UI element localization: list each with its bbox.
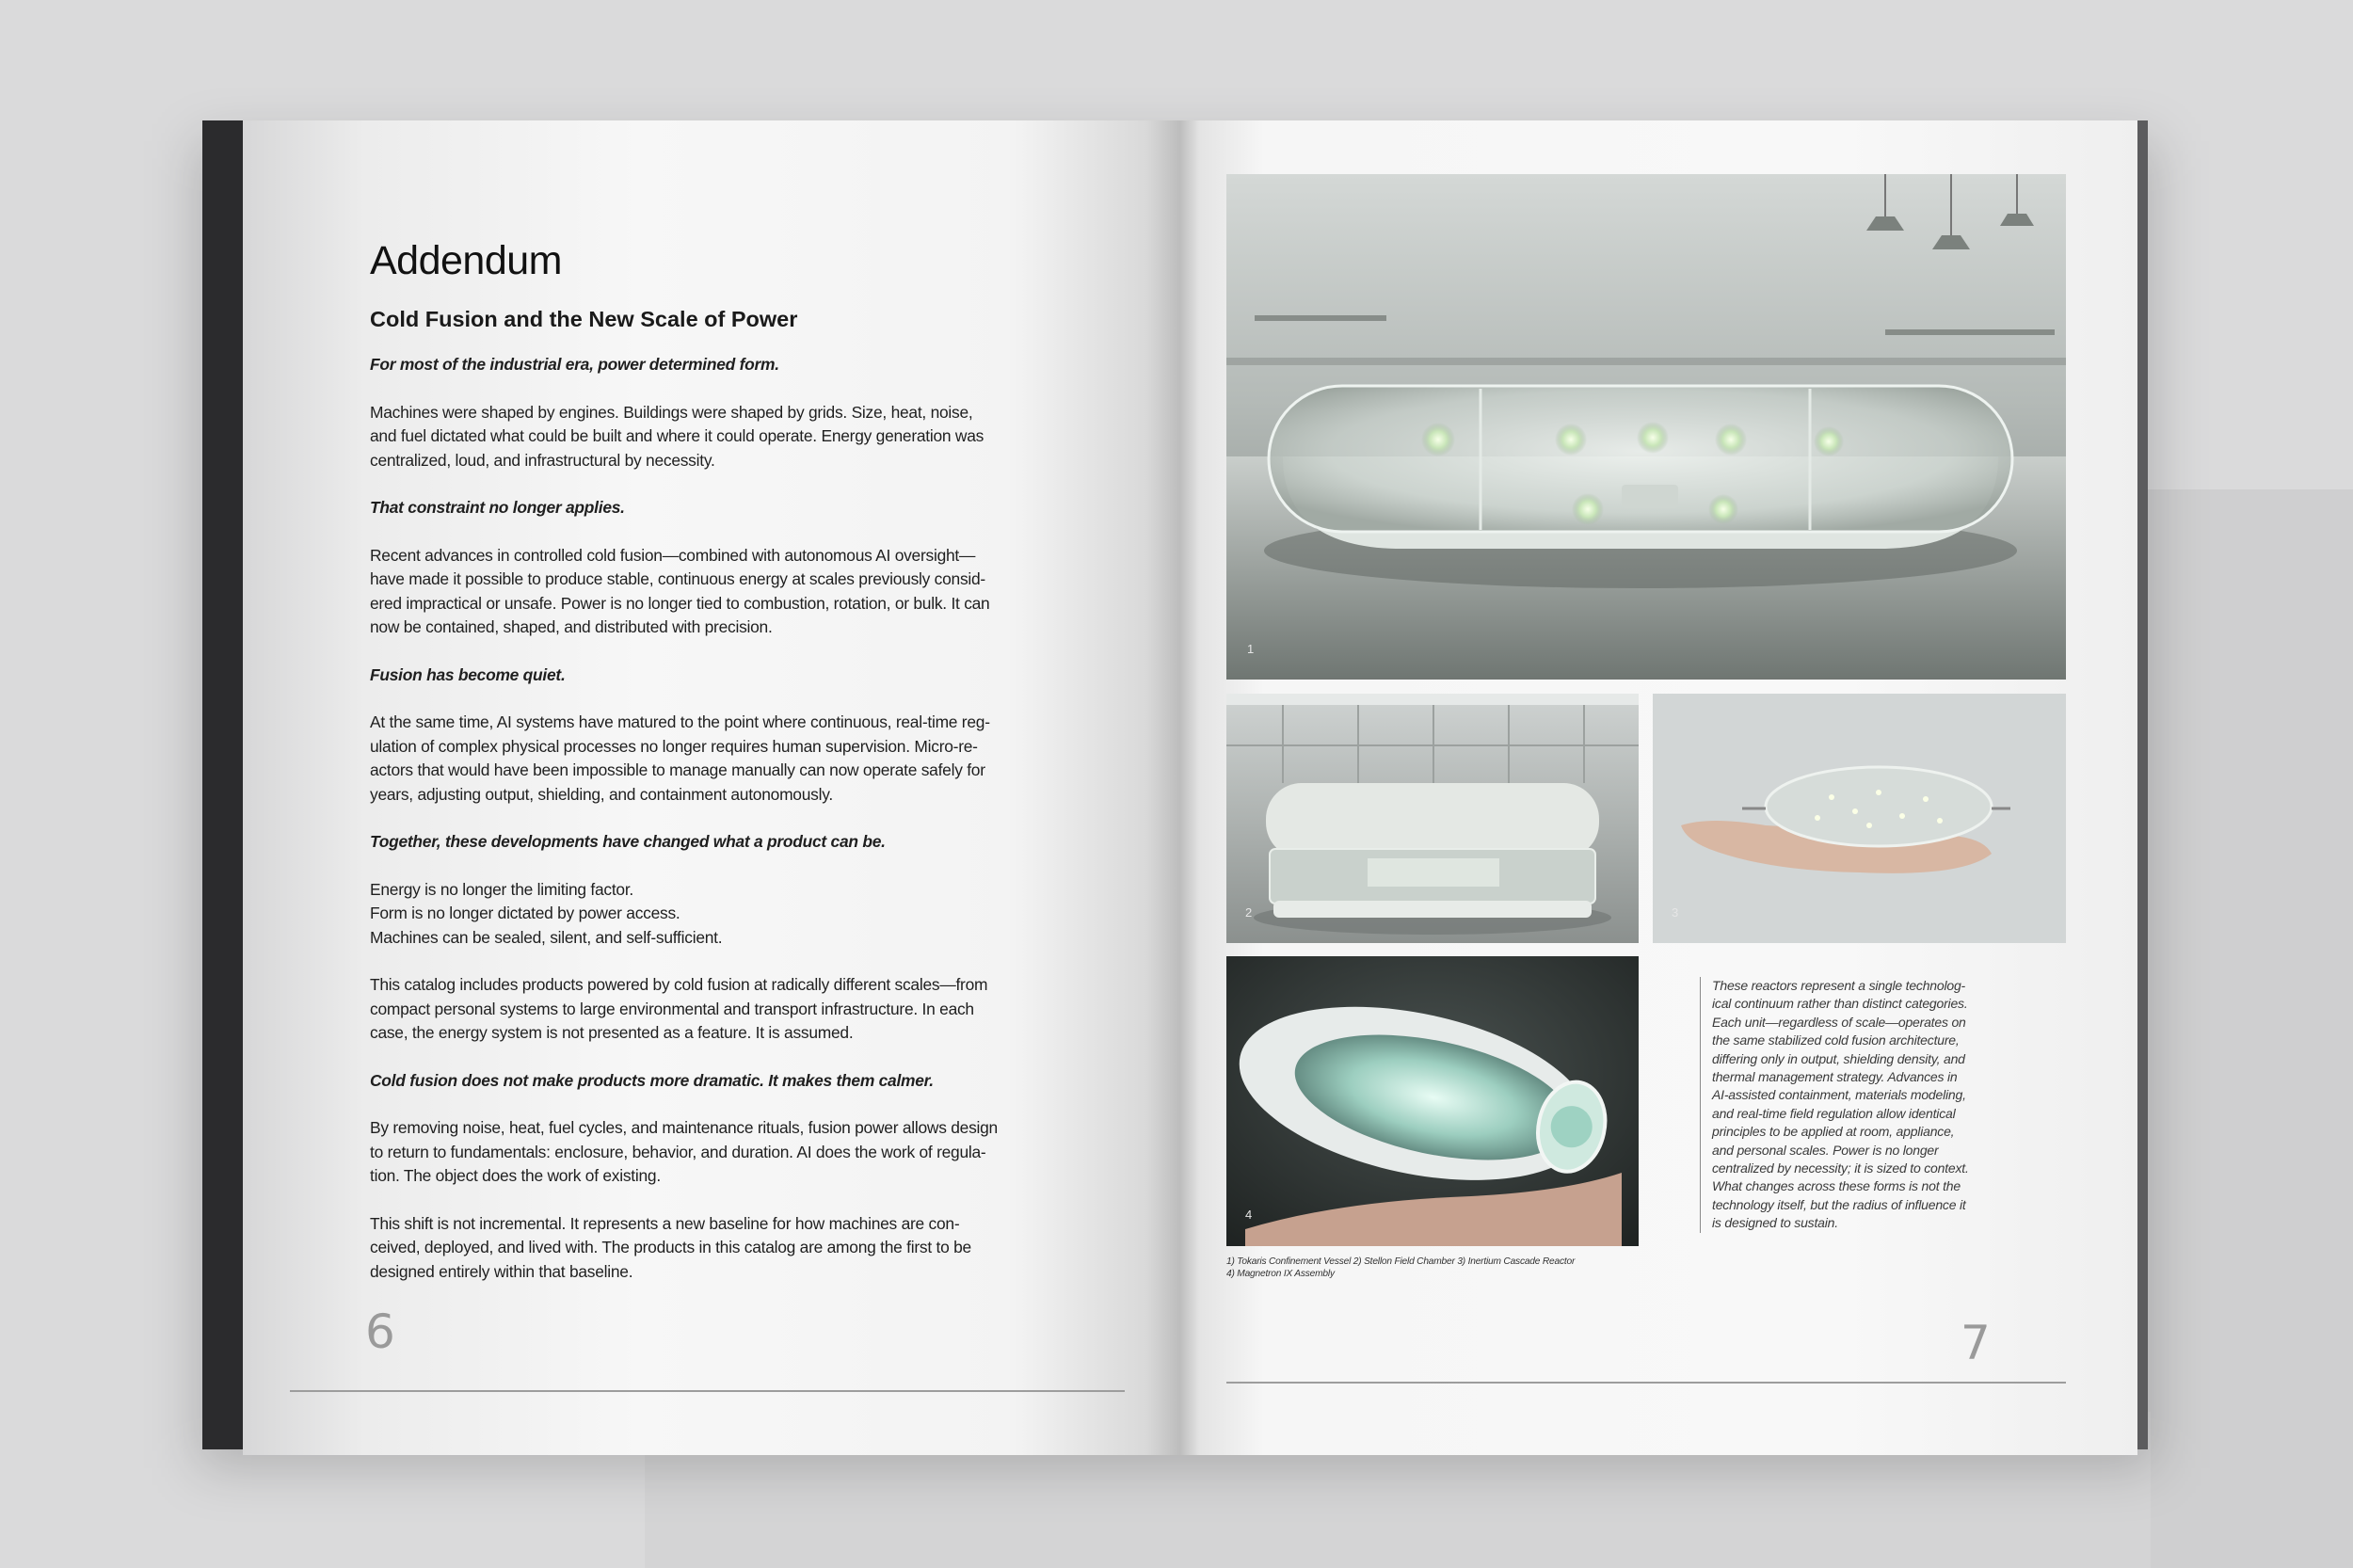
text-line: centralized, loud, and infrastructural by necessity.	[370, 450, 715, 470]
lead-statement	[370, 1069, 1048, 1094]
text-line: ical continuum rather than distinct categories.	[1712, 996, 1968, 1012]
text-line: These reactors represent a single technolog-	[1712, 978, 1966, 993]
text-line: For most of the industrial era, power determined form.	[370, 355, 779, 374]
page-title: Addendum	[370, 238, 562, 283]
lead-statement	[370, 830, 1048, 855]
body-paragraph	[370, 544, 1048, 640]
text-line: to return to fundamentals: enclosure, behavior, and duration. AI does the work of regula-	[370, 1142, 986, 1161]
text-line: Each unit—regardless of scale—operates on	[1712, 1014, 1966, 1030]
footer-rule	[1226, 1382, 2066, 1384]
text-line: At the same time, AI systems have matured to the point where continuous, real-time reg-	[370, 712, 990, 731]
photo-number: 3	[1672, 905, 1679, 920]
page-number: 6	[365, 1304, 395, 1359]
text-line: years, adjusting output, shielding, and containment autonomously.	[370, 784, 833, 804]
photo-credits	[1226, 1256, 1631, 1280]
addendum-text	[370, 238, 1048, 1307]
text-line: ulation of complex physical processes no longer requires human supervision. Micro-re-	[370, 736, 978, 756]
text-line: 1) Tokaris Confinement Vessel 2) Stellon Field Chamber 3) Inertium Cascade Reactor	[1226, 1256, 1576, 1267]
text-line: ceived, deployed, and lived with. The products in this catalog are among the first to be	[370, 1238, 971, 1256]
lead-statement	[370, 664, 1048, 688]
text-line: and personal scales. Power is no longer	[1712, 1142, 1939, 1158]
text-line: Machines can be sealed, silent, and self-sufficient.	[370, 927, 723, 947]
text-line: thermal management strategy. Advances in	[1712, 1069, 1958, 1085]
body-paragraph	[370, 1116, 1048, 1189]
text-line: compact personal systems to large environmental and transport infrastructure. In each	[370, 999, 974, 1018]
handheld-reactor-image	[1653, 694, 2066, 943]
reactor-caption	[1700, 977, 2020, 1233]
text-line: Together, these developments have changed what a product can be.	[370, 832, 886, 851]
text-line: tion. The object does the work of existing.	[370, 1166, 661, 1185]
text-line: This shift is not incremental. It represents a new baseline for how machines are con-	[370, 1213, 960, 1233]
reactor-photo	[1653, 694, 2066, 943]
page-subtitle: Cold Fusion and the New Scale of Power	[370, 307, 798, 331]
text-line: Cold fusion does not make products more dramatic. It makes them calmer.	[370, 1070, 934, 1090]
reactor-photo	[1226, 694, 1639, 943]
text-line: differing only in output, shielding density, and	[1712, 1050, 1965, 1066]
text-line: now be contained, shaped, and distributed with precision.	[370, 617, 773, 636]
capsule-reactor-image	[1226, 174, 2066, 680]
text-line: actors that would have been impossible to manage manually can now operate safely for	[370, 760, 985, 779]
lead-statement	[370, 496, 1048, 520]
right-page	[1179, 120, 2137, 1455]
footer-rule	[290, 1390, 1125, 1392]
text-line: AI-assisted containment, materials modeling,	[1712, 1087, 1966, 1103]
text-line: Fusion has become quiet.	[370, 664, 566, 684]
text-line: Machines were shaped by engines. Buildings were shaped by grids. Size, heat, noise,	[370, 402, 973, 422]
body-paragraph	[370, 1212, 1048, 1285]
text-line: have made it possible to produce stable, continuous energy at scales previously consid-	[370, 569, 985, 588]
text-line: ered impractical or unsafe. Power is no longer tied to combustion, rotation, or bulk. It can	[370, 593, 990, 613]
text-line: designed entirely within that baseline.	[370, 1261, 633, 1281]
text-line: case, the energy system is not presented as a feature. It is assumed.	[370, 1023, 854, 1042]
photo-number: 1	[1247, 642, 1255, 656]
reactor-photo	[1226, 956, 1639, 1246]
reactor-photo	[1226, 174, 2066, 680]
photo-number: 4	[1245, 1208, 1253, 1222]
chamber-reactor-image	[1226, 694, 1639, 943]
text-line: technology itself, but the radius of influence it	[1712, 1196, 1966, 1212]
text-line: Form is no longer dictated by power access.	[370, 904, 680, 922]
text-line: Energy is no longer the limiting factor.	[370, 879, 633, 899]
text-line: principles to be applied at room, appliance,	[1712, 1124, 1955, 1140]
text-line: is designed to sustain.	[1712, 1215, 1838, 1231]
text-line: By removing noise, heat, fuel cycles, and maintenance rituals, fusion power allows design	[370, 1118, 998, 1137]
body-paragraph	[370, 878, 1048, 951]
text-line: the same stabilized cold fusion architecture,	[1712, 1032, 1960, 1048]
body-paragraph	[370, 401, 1048, 473]
text-line: centralized by necessity; it is sized to context.	[1712, 1160, 1969, 1176]
text-line: 4) Magnetron IX Assembly	[1226, 1268, 1335, 1279]
lead-statement	[370, 353, 1048, 377]
text-line: and fuel dictated what could be built and where it could operate. Energy generation was	[370, 426, 984, 445]
assembly-reactor-image	[1226, 956, 1639, 1246]
text-line: That constraint no longer applies.	[370, 498, 625, 517]
left-page	[243, 120, 1179, 1455]
text-line: Recent advances in controlled cold fusion—combined with autonomous AI oversight—	[370, 545, 976, 565]
body-paragraph	[370, 711, 1048, 807]
body-paragraph	[370, 973, 1048, 1046]
background-panel	[2141, 489, 2353, 1568]
page-number: 7	[1961, 1316, 1991, 1370]
text-line: and real-time field regulation allow identical	[1712, 1105, 1956, 1121]
photo-number: 2	[1245, 905, 1253, 920]
text-line: This catalog includes products powered by cold fusion at radically different scales—from	[370, 975, 988, 994]
text-line: What changes across these forms is not the	[1712, 1178, 1961, 1194]
